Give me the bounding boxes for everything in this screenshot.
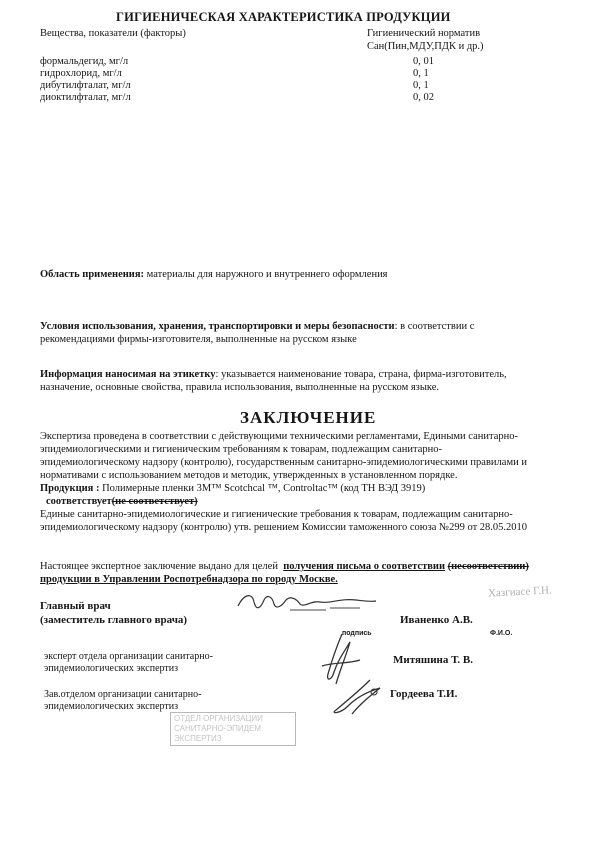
not-conforms-text: (не соответствует) — [111, 496, 198, 507]
conclusion-line: эпидемиологическими и гигиеническим требованиям к товарам, подлежащим санитарно- — [40, 444, 442, 455]
substance-value: 0, 02 — [413, 92, 434, 103]
chief-signature — [230, 588, 380, 618]
chief-label-sub: (заместитель главного врача) — [40, 614, 188, 626]
conforms-text: соответствует — [46, 496, 112, 507]
page-title: ГИГИЕНИЧЕСКАЯ ХАРАКТЕРИСТИКА ПРОДУКЦИИ — [116, 10, 451, 24]
label-info-label: Информация наносимая на этикетку — [40, 369, 216, 380]
requirements-line: эпидемиологическому надзору (контролю) утв. решением Комиссии таможенного союза №299 от 28.05.2010 — [40, 522, 528, 533]
issued-purpose-struck: (несоответствии) — [447, 561, 529, 572]
expert-label: эксперт отдела организации санитарно- — [44, 651, 213, 662]
signature-caption: подпись — [342, 630, 372, 637]
head-name: Гордеева Т.И. — [390, 688, 458, 700]
chief-label: Главный врач — [40, 600, 111, 612]
head-label: Зав.отделом организации санитарно- — [44, 689, 202, 700]
conditions-section — [40, 320, 474, 333]
name-caption: Ф.И.О. — [490, 630, 513, 637]
column-header-substances: Вещества, показатели (факторы) — [40, 28, 186, 39]
conclusion-heading: ЗАКЛЮЧЕНИЕ — [240, 408, 377, 427]
conclusion-line: Экспертиза проведена в соответствии с действующими техническими регламентами, Едиными санитарно- — [40, 431, 518, 442]
department-stamp — [170, 712, 296, 746]
requirements-line: Единые санитарно-эпидемиологические и гигиенические требования к товарам, подлежащим санитарно- — [40, 509, 513, 520]
label-info-text: : указывается наименование товара, страна, фирма-изготовитель, — [215, 369, 507, 380]
conclusion-line: эпидемиологическому надзору (контролю), государственным санитарно-эпидемиологическими правилами и — [40, 457, 527, 468]
substance-name: гидрохлорид, мг/л — [40, 68, 122, 79]
application-section — [40, 268, 388, 281]
substance-name: формальдегид, мг/л — [40, 56, 129, 67]
product-label: Продукция : — [40, 483, 100, 494]
expert-name: Митяшина Т. В. — [393, 654, 473, 666]
application-text: материалы для наружного и внутреннего оформления — [146, 269, 388, 280]
chief-name: Иваненко А.В. — [400, 614, 473, 626]
column-header-norm-sub: Сан(Пин,МДУ,ПДК и др.) — [367, 41, 484, 52]
product-text: Полимерные пленки 3M™ Scotchcal ™, Controltac™ (код ТН ВЭД 3919) — [102, 483, 426, 494]
issued-line — [40, 560, 529, 573]
substance-value: 0, 1 — [413, 68, 429, 79]
substance-name: дибутилфталат, мг/л — [40, 80, 131, 91]
expert-label-sub: эпидемиологических экспертиз — [44, 663, 179, 674]
substance-value: 0, 01 — [413, 56, 434, 67]
faint-name-stamp: Хазгиасе Г.Н. — [487, 584, 552, 600]
conclusion-line: нормативами с использованием методов и методик, утвержденных в установленном порядке. — [40, 470, 458, 481]
substance-value: 0, 1 — [413, 80, 429, 91]
issued-prefix: Настоящее экспертное заключение выдано для целей — [40, 561, 278, 572]
conditions-text-line2: рекомендациями фирмы-изготовителя, выполненные на русском языке — [40, 334, 357, 345]
issued-purpose-line2: продукции в Управлении Роспотребнадзора по городу Москве. — [40, 574, 338, 585]
conditions-label: Условия использования, хранения, транспортировки и меры безопасности — [40, 321, 395, 332]
conformity-line — [46, 495, 198, 508]
head-label-sub: эпидемиологических экспертиз — [44, 701, 179, 712]
product-line — [40, 482, 425, 495]
label-info-section — [40, 368, 507, 381]
issued-purpose: получения письма о соответствии — [283, 561, 446, 572]
stamp-text: ОТДЕЛ ОРГАНИЗАЦИИ САНИТАРНО-ЭПИДЕМ. ЭКСПЕРТИЗ — [174, 714, 264, 743]
conditions-text: : в соответствии с — [394, 321, 475, 332]
label-info-text-line2: назначение, основные свойства, правила использования, выполненные на русском языке. — [40, 382, 440, 393]
head-signature — [300, 670, 400, 720]
column-header-norm: Гигиенический норматив — [367, 28, 481, 39]
application-label: Область применения: — [40, 269, 145, 280]
substance-name: диоктилфталат, мг/л — [40, 92, 131, 103]
